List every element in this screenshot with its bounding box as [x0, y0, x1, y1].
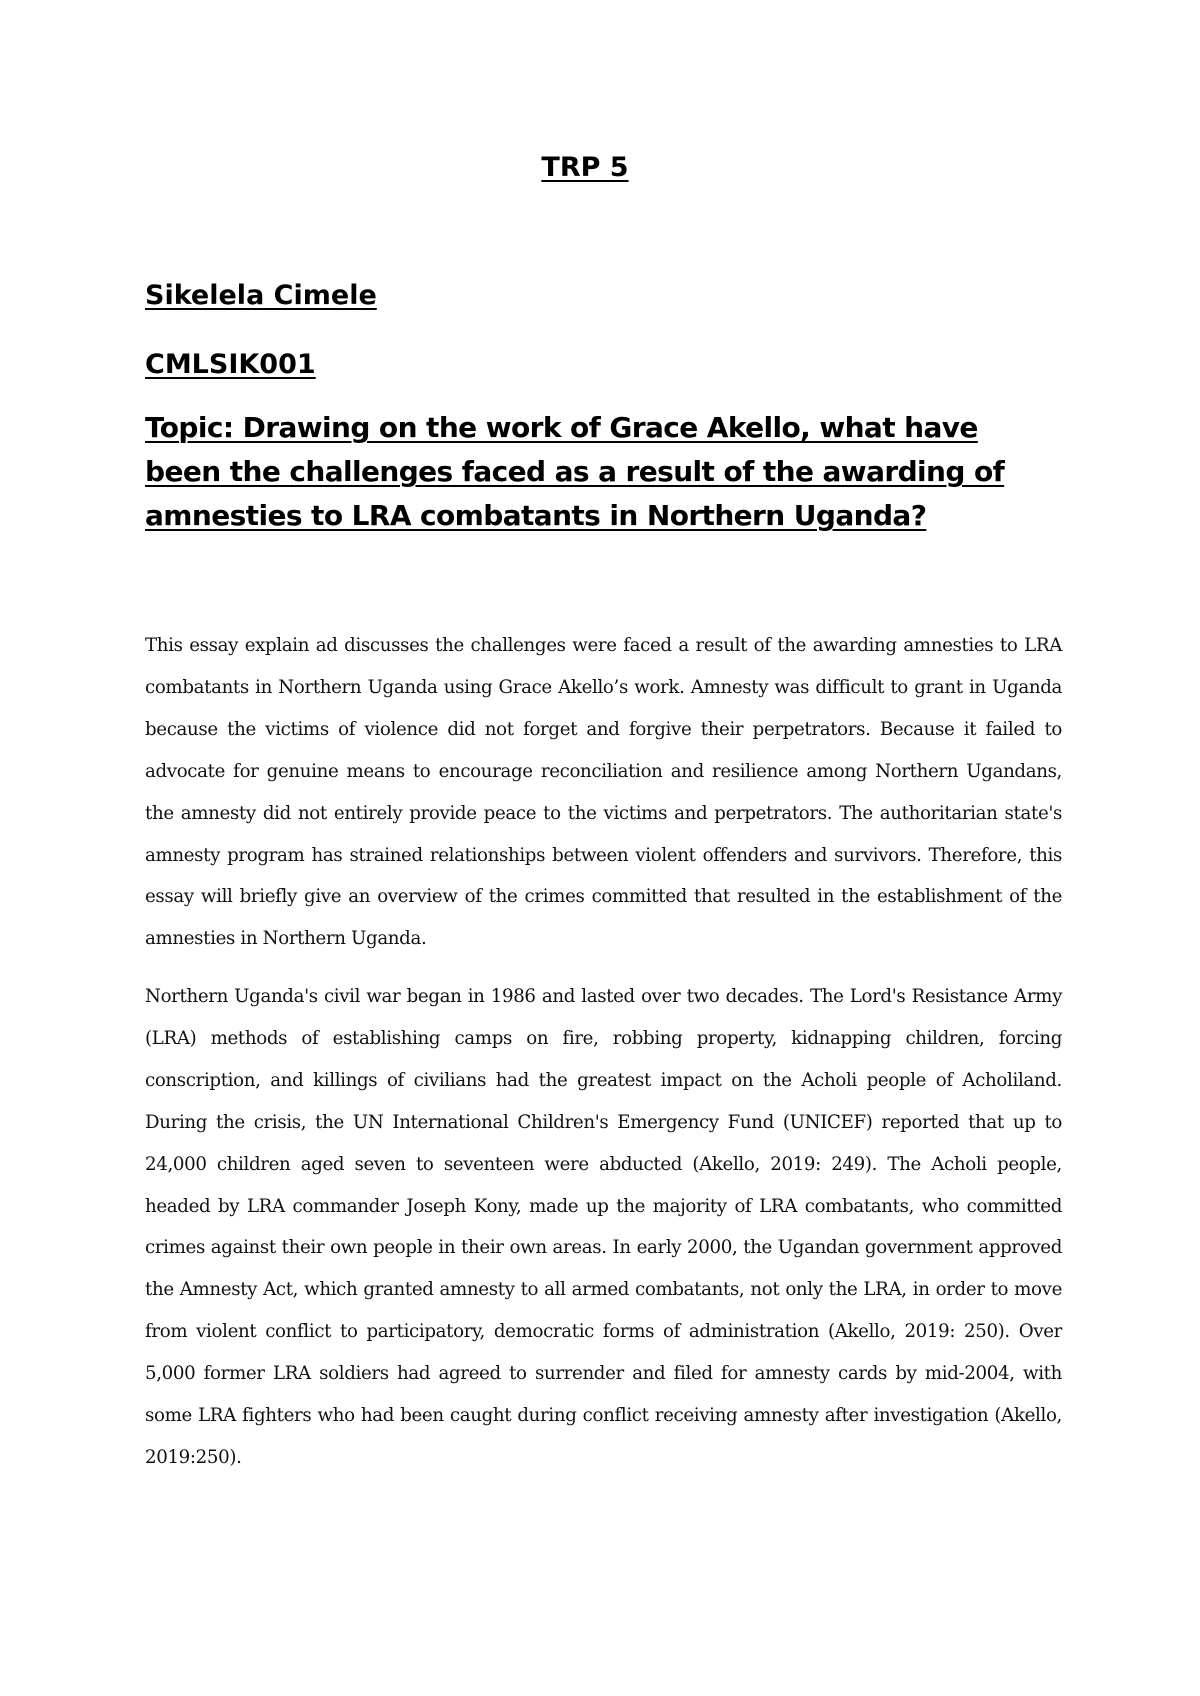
body-paragraph-2: Northern Uganda's civil war began in 1986 and lasted over two decades. The Lord's Resistance Army (LRA) methods of establishing camps on fire, robbing property, kidnapping children, forcing conscription, and killings of civilians had the greatest impact on the Acholi people of Acholiland. During the crisis, the UN International Children's Emergency Fund (UNICEF) reported that up to 24,000 children aged seven to seventeen were abducted (Akello, 2019: 249). The Acholi people, headed by LRA commander Joseph Kony, made up the majority of LRA combatants, who committed crimes against their own people in their own areas. In early 2000, the Ugandan government approved the Amnesty Act, which granted amnesty to all armed combatants, not only the LRA, in order to move from violent conflict to participatory, democratic forms of administration (Akello, 2019: 250). Over 5,000 former LRA soldiers had agreed to surrender and filed for amnesty cards by mid-2004, with some LRA fighters who had been caught during conflict receiving amnesty after investigation (Akello, 2019:250). — [145, 986, 1062, 1468]
body-paragraph-1: This essay explain ad discusses the challenges were faced a result of the awarding amnesties to LRA combatants in Northern Uganda using Grace Akello’s work. Amnesty was difficult to grant in Uganda because the victims of violence did not forget and forgive their perpetrators. Because it failed to advocate for genuine means to encourage reconciliation and resilience among Northern Ugandans, the amnesty did not entirely provide peace to the victims and perpetrators. The authoritarian state's amnesty program has strained relationships between violent offenders and survivors. Therefore, this essay will briefly give an overview of the crimes committed that resulted in the establishment of the amnesties in Northern Uganda. — [145, 635, 1062, 950]
author-name: Sikelela Cimele — [145, 280, 377, 311]
essay-topic: Topic: Drawing on the work of Grace Akello, what have been the challenges faced as a result of the awarding of amnesties to LRA combatants in Northern Uganda? — [145, 411, 1005, 532]
document-title: TRP 5 — [541, 152, 629, 183]
student-number: CMLSIK001 — [145, 349, 316, 380]
